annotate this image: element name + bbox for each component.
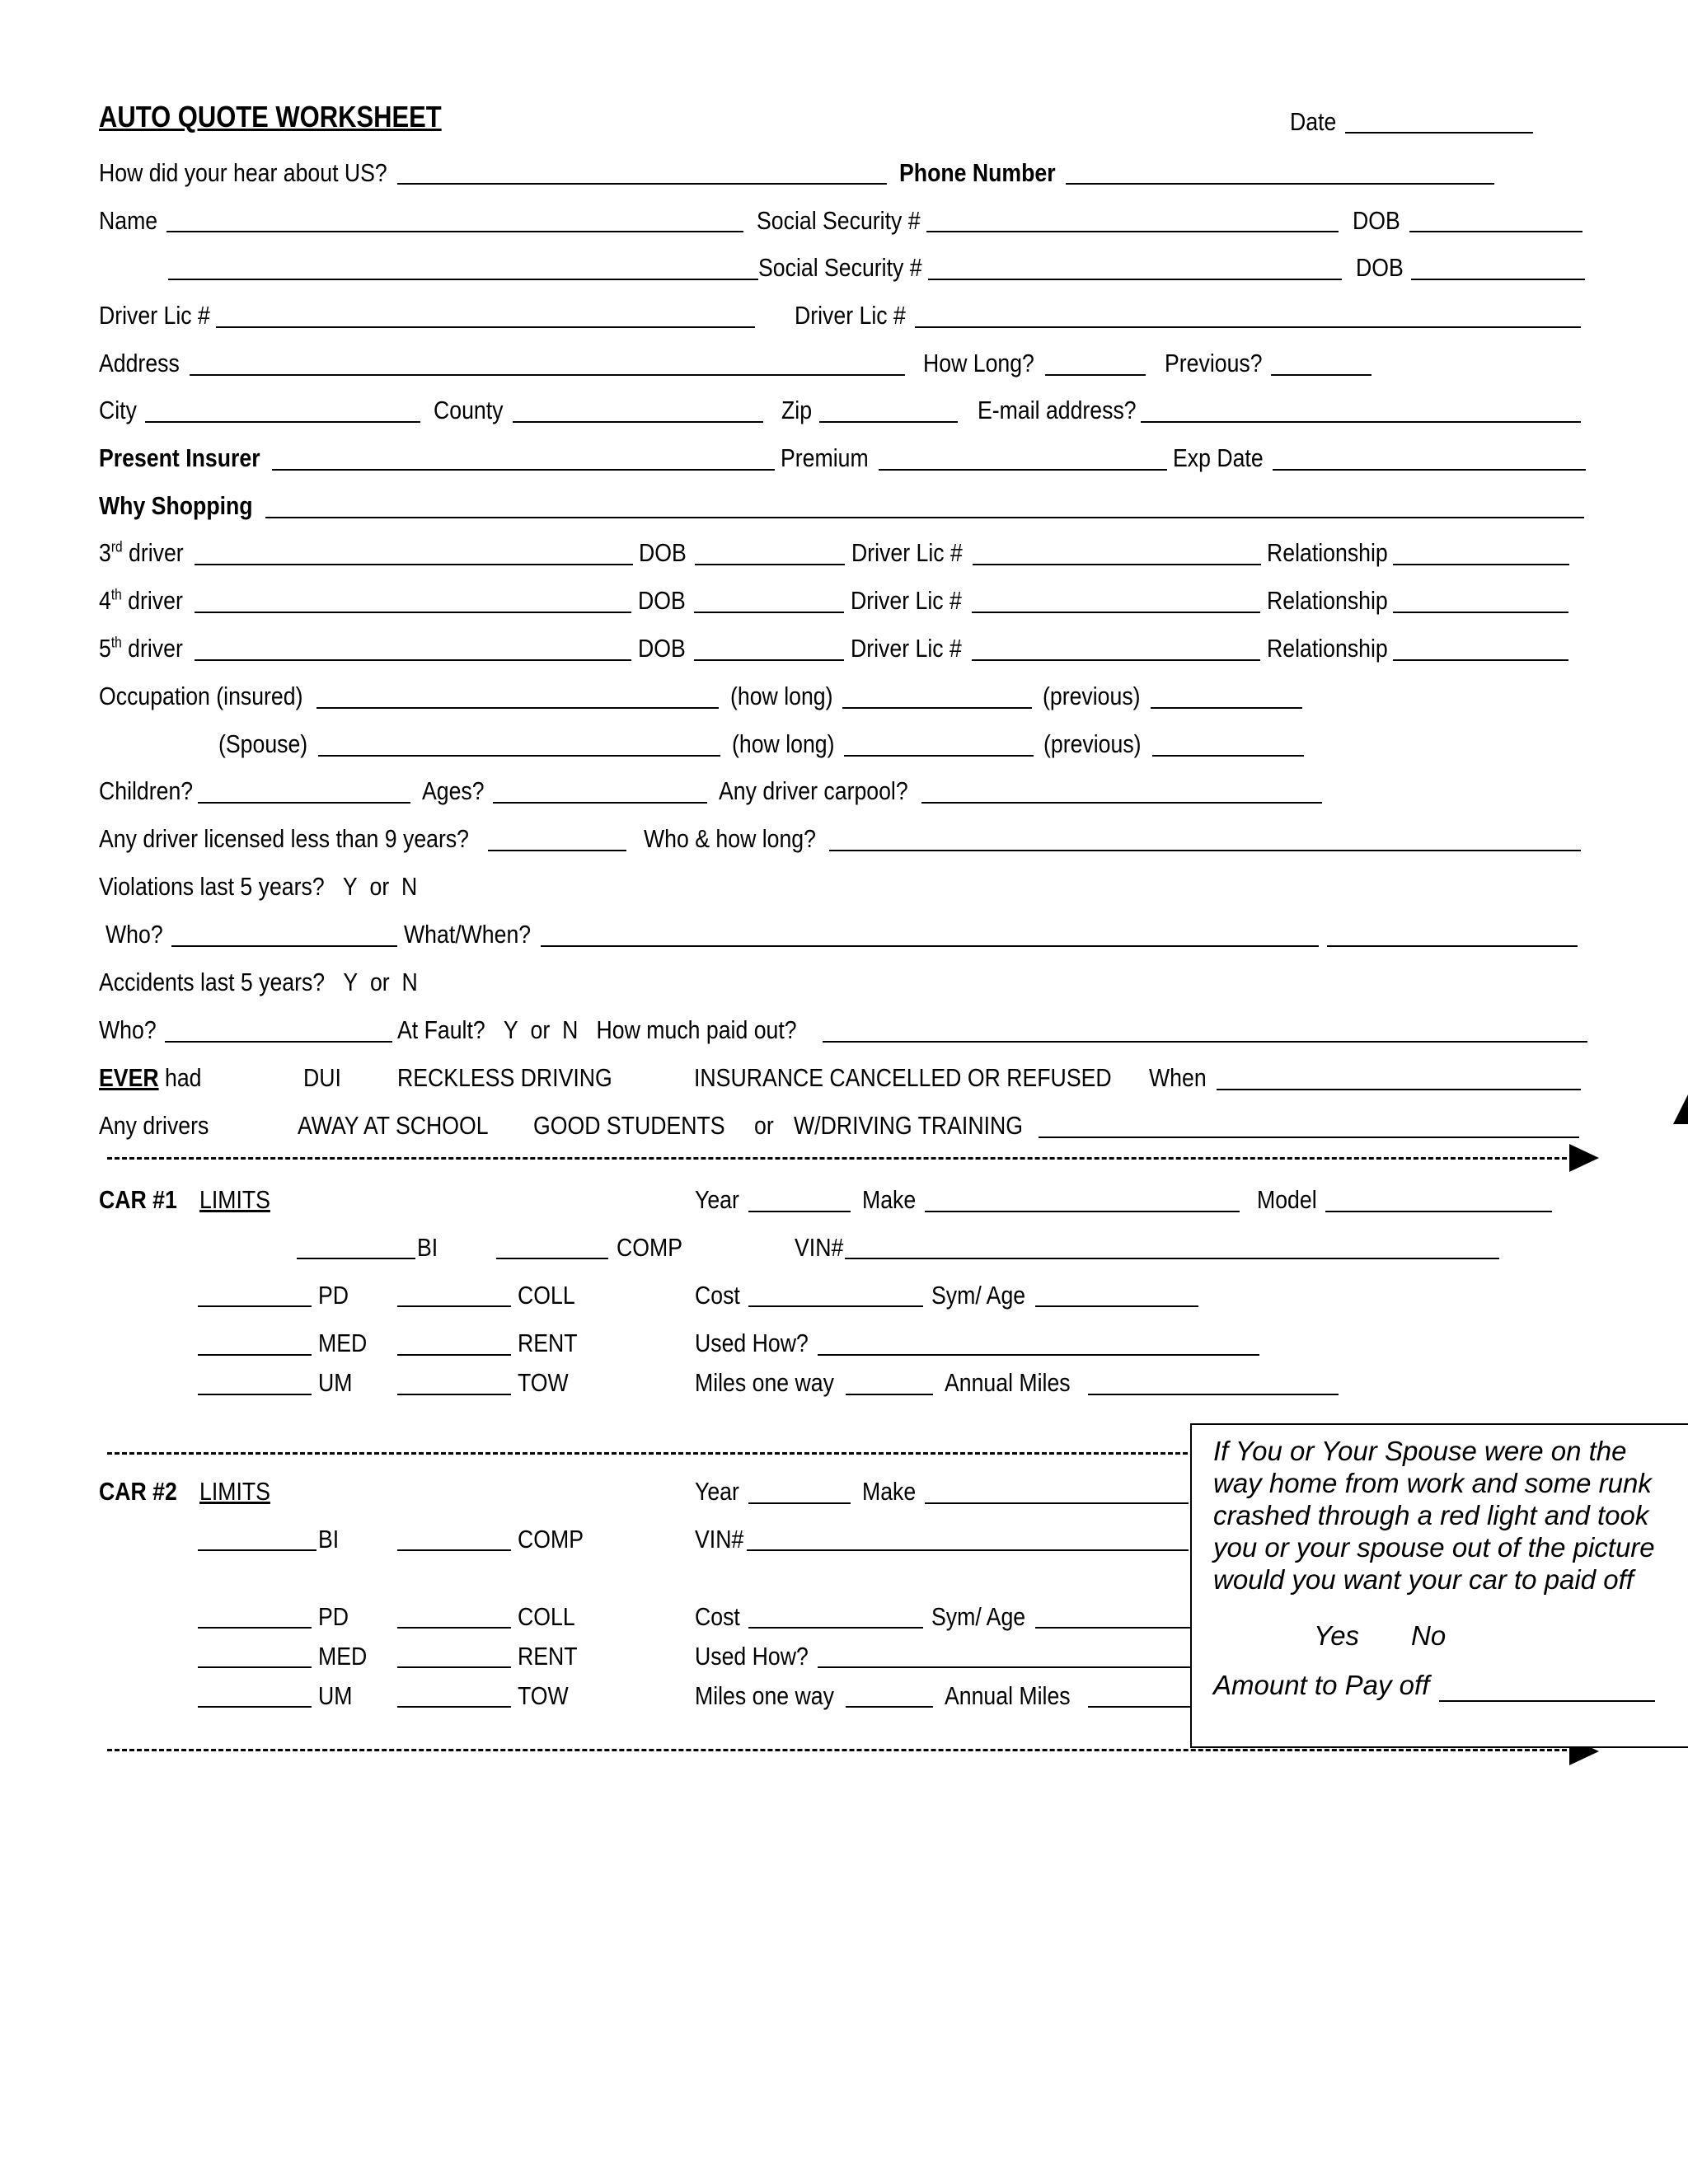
driver-lic-field[interactable] (972, 612, 1260, 613)
tow-field[interactable] (397, 1394, 511, 1395)
ssn-field[interactable] (926, 231, 1339, 232)
cut-line (107, 1749, 1574, 1751)
driver-lic-label: Driver Lic # (99, 301, 210, 330)
accidents-label: Accidents last 5 years? Y or N (99, 968, 418, 996)
model-field[interactable] (1325, 1211, 1552, 1212)
ever-had-label: EVER had (99, 1063, 202, 1092)
payoff-no-option[interactable]: No (1411, 1620, 1447, 1651)
limits-label: LIMITS (199, 1477, 270, 1506)
insured-how-long-field[interactable] (842, 707, 1032, 709)
med-field[interactable] (198, 1354, 312, 1356)
driving-training-option[interactable]: W/DRIVING TRAINING (794, 1111, 1023, 1140)
bi-field[interactable] (198, 1549, 316, 1551)
ssn2-label: Social Security # (758, 253, 922, 282)
phone-field[interactable] (1066, 183, 1494, 185)
city-label: City (99, 396, 137, 424)
cost-field[interactable] (748, 1305, 923, 1307)
occupation-insured-field[interactable] (316, 707, 719, 709)
page-title: AUTO QUOTE WORKSHEET (99, 100, 442, 134)
arrow-right-icon (1569, 1144, 1599, 1172)
driver-relationship-field[interactable] (1393, 564, 1569, 565)
driver-relationship-label: Relationship (1267, 538, 1388, 567)
car-title: CAR #2 (99, 1477, 177, 1506)
occupation-spouse-label: (Spouse) (218, 729, 308, 758)
dob-label: DOB (1353, 206, 1400, 235)
premium-label: Premium (781, 443, 869, 472)
zip-field[interactable] (819, 421, 958, 423)
driver-name-field[interactable] (195, 564, 633, 565)
annual-miles-label: Annual Miles (945, 1681, 1071, 1710)
driver-lic-field[interactable] (216, 326, 755, 328)
spouse-how-long-label: (how long) (732, 729, 835, 758)
callout-line: If You or Your Spouse were on the (1213, 1436, 1627, 1466)
how-long-label: How Long? (923, 349, 1034, 377)
callout-line: would you want your car to paid off (1213, 1564, 1634, 1595)
miles-one-way-label: Miles one way (695, 1681, 834, 1710)
dob2-field[interactable] (1411, 279, 1585, 280)
rent-label: RENT (518, 1329, 578, 1357)
at-fault-label: At Fault? Y or N How much paid out? (397, 1015, 797, 1044)
miles-one-way-field[interactable] (846, 1706, 933, 1708)
driver-lic-label: Driver Lic # (851, 634, 962, 663)
driver-name-field[interactable] (195, 612, 631, 613)
date-field[interactable] (1345, 132, 1533, 134)
annual-miles-label: Annual Miles (945, 1368, 1071, 1397)
miles-one-way-field[interactable] (846, 1394, 933, 1395)
occupation-spouse-field[interactable] (318, 755, 720, 757)
spouse-name-field[interactable] (168, 279, 758, 280)
driver-relationship-label: Relationship (1267, 634, 1388, 663)
accidents-yes-option[interactable]: Y (343, 968, 359, 996)
name-field[interactable] (166, 231, 743, 232)
driver-name-field[interactable] (195, 659, 631, 661)
driver-label: 4th driver (99, 586, 183, 615)
when-label: When (1149, 1063, 1207, 1092)
insured-how-long-label: (how long) (730, 682, 833, 710)
tow-label: TOW (518, 1368, 569, 1397)
coll-field[interactable] (397, 1627, 511, 1629)
licensed-less-label: Any driver licensed less than 9 years? (99, 824, 470, 853)
accidents-no-option[interactable]: N (401, 968, 418, 996)
what-when-field[interactable] (541, 945, 1319, 947)
make-field[interactable] (925, 1211, 1240, 1212)
vin-field[interactable] (845, 1258, 1499, 1259)
bi-label: BI (318, 1525, 340, 1554)
driver-lic-field[interactable] (972, 659, 1260, 661)
um-field[interactable] (198, 1706, 312, 1708)
limits-label: LIMITS (199, 1185, 270, 1214)
driver-label: 5th driver (99, 634, 183, 663)
pd-label: PD (318, 1281, 349, 1310)
vin-label: VIN# (795, 1233, 844, 1262)
spouse-how-long-field[interactable] (844, 755, 1034, 757)
sym-age-label: Sym/ Age (931, 1281, 1026, 1310)
dob-field[interactable] (1409, 231, 1582, 232)
insurance-cancelled-option[interactable]: INSURANCE CANCELLED OR REFUSED (694, 1063, 1112, 1092)
amount-pay-off-label: Amount to Pay off (1213, 1670, 1430, 1700)
miles-one-way-label: Miles one way (695, 1368, 834, 1397)
make-field[interactable] (925, 1502, 1189, 1504)
um-label: UM (318, 1368, 353, 1397)
cut-line (107, 1157, 1574, 1160)
sym-age-field[interactable] (1035, 1305, 1198, 1307)
previous-field[interactable] (1271, 374, 1372, 376)
driver-lic2-field[interactable] (915, 326, 1581, 328)
or-label: or (754, 1111, 774, 1140)
used-how-label: Used How? (695, 1329, 809, 1357)
violations-who-label: Who? (106, 920, 163, 949)
rent-field[interactable] (397, 1666, 511, 1668)
tow-field[interactable] (397, 1706, 511, 1708)
comp-field[interactable] (397, 1549, 511, 1551)
make-label: Make (862, 1185, 917, 1214)
spouse-previous-field[interactable] (1152, 755, 1304, 757)
payoff-yes-option[interactable]: Yes (1314, 1620, 1360, 1651)
bi-field[interactable] (297, 1258, 415, 1259)
email-label: E-mail address? (978, 396, 1137, 424)
rent-label: RENT (518, 1642, 578, 1671)
used-how-field[interactable] (818, 1354, 1259, 1356)
make-label: Make (862, 1477, 917, 1506)
um-label: UM (318, 1681, 353, 1710)
driver-relationship-label: Relationship (1267, 586, 1388, 615)
annual-miles-field[interactable] (1088, 1706, 1190, 1708)
children-field[interactable] (198, 802, 410, 804)
used-how-field[interactable] (818, 1666, 1190, 1668)
insured-previous-field[interactable] (1151, 707, 1302, 709)
bi-label: BI (417, 1233, 438, 1262)
used-how-label: Used How? (695, 1642, 809, 1671)
rent-field[interactable] (397, 1354, 511, 1356)
ssn-label: Social Security # (757, 206, 921, 235)
driver-dob-field[interactable] (695, 564, 845, 565)
ssn2-field[interactable] (928, 279, 1342, 280)
exp-date-field[interactable] (1273, 469, 1586, 471)
present-insurer-label: Present Insurer (99, 443, 260, 472)
address-label: Address (99, 349, 180, 377)
insured-previous-label: (previous) (1043, 682, 1141, 710)
name-label: Name (99, 206, 158, 235)
driver-lic-field[interactable] (973, 564, 1261, 565)
ages-label: Ages? (422, 776, 485, 805)
driver-relationship-field[interactable] (1393, 659, 1568, 661)
driver-dob-field[interactable] (694, 659, 844, 661)
year-field[interactable] (748, 1502, 851, 1504)
pd-label: PD (318, 1602, 349, 1631)
driver-dob-label: DOB (638, 634, 686, 663)
sym-age-field[interactable] (1035, 1627, 1190, 1629)
good-students-option[interactable]: GOOD STUDENTS (533, 1111, 725, 1140)
what-when-label: What/When? (404, 920, 532, 949)
driver-lic-label: Driver Lic # (851, 538, 963, 567)
um-field[interactable] (198, 1394, 312, 1395)
away-at-school-option[interactable]: AWAY AT SCHOOL (298, 1111, 489, 1140)
tow-label: TOW (518, 1681, 569, 1710)
model-label: Model (1257, 1185, 1317, 1214)
premium-field[interactable] (879, 469, 1167, 471)
phone-label: Phone Number (899, 158, 1056, 187)
violations-label: Violations last 5 years? Y or N (99, 872, 418, 901)
cost-field[interactable] (748, 1627, 923, 1629)
comp-field[interactable] (496, 1258, 608, 1259)
dob2-label: DOB (1356, 253, 1404, 282)
county-field[interactable] (513, 421, 763, 423)
licensed-less-field[interactable] (488, 850, 626, 851)
hear-about-label: How did your hear about US? (99, 158, 387, 187)
zip-label: Zip (781, 396, 813, 424)
what-when-field-2[interactable] (1327, 945, 1578, 947)
payoff-callout-box (1190, 1423, 1688, 1748)
coll-label: COLL (518, 1602, 575, 1631)
med-field[interactable] (198, 1666, 312, 1668)
dui-option[interactable]: DUI (303, 1063, 341, 1092)
present-insurer-field[interactable] (272, 469, 775, 471)
sym-age-label: Sym/ Age (931, 1602, 1026, 1631)
who-how-long-label: Who & how long? (644, 824, 816, 853)
when-field[interactable] (1217, 1089, 1581, 1090)
car-title: CAR #1 (99, 1185, 177, 1214)
comp-label: COMP (518, 1525, 584, 1554)
spouse-previous-label: (previous) (1043, 729, 1142, 758)
previous-label: Previous? (1165, 349, 1263, 377)
accidents-who-label: Who? (99, 1015, 157, 1044)
carpool-field[interactable] (921, 802, 1322, 804)
driver-dob-label: DOB (639, 538, 687, 567)
accidents-who-field[interactable] (165, 1041, 392, 1043)
any-drivers-field[interactable] (1039, 1137, 1579, 1138)
med-label: MED (318, 1642, 368, 1671)
driver-dob-field[interactable] (694, 612, 844, 613)
address-field[interactable] (190, 374, 905, 376)
why-shopping-label: Why Shopping (99, 491, 253, 520)
exp-date-label: Exp Date (1173, 443, 1264, 472)
children-label: Children? (99, 776, 194, 805)
cost-label: Cost (695, 1281, 740, 1310)
email-field[interactable] (1141, 421, 1581, 423)
year-field[interactable] (748, 1211, 851, 1212)
occupation-insured-label: Occupation (insured) (99, 682, 303, 710)
city-field[interactable] (145, 421, 420, 423)
pd-field[interactable] (198, 1627, 312, 1629)
year-label: Year (695, 1477, 739, 1506)
how-long-field[interactable] (1045, 374, 1146, 376)
med-label: MED (318, 1329, 368, 1357)
reckless-driving-option[interactable]: RECKLESS DRIVING (397, 1063, 612, 1092)
comp-label: COMP (617, 1233, 682, 1262)
violations-who-field[interactable] (171, 945, 397, 947)
amount-pay-off-field[interactable] (1439, 1700, 1655, 1702)
date-label: Date (1290, 107, 1337, 136)
arrow-icon (1673, 1094, 1688, 1124)
violations-yes-option[interactable]: Y (342, 872, 358, 901)
cost-label: Cost (695, 1602, 740, 1631)
pd-field[interactable] (198, 1305, 312, 1307)
callout-line: crashed through a red light and took (1213, 1500, 1649, 1530)
hear-about-field[interactable] (397, 183, 887, 185)
at-fault-no-option[interactable]: N (562, 1015, 579, 1044)
vin-label: VIN# (695, 1525, 744, 1554)
carpool-label: Any driver carpool? (719, 776, 908, 805)
cut-line (107, 1452, 1195, 1455)
coll-field[interactable] (397, 1305, 511, 1307)
callout-line: you or your spouse out of the picture (1213, 1532, 1655, 1563)
vin-field[interactable] (747, 1549, 1189, 1551)
driver-relationship-field[interactable] (1393, 612, 1568, 613)
driver-dob-label: DOB (638, 586, 686, 615)
at-fault-yes-option[interactable]: Y (503, 1015, 518, 1044)
county-label: County (434, 396, 504, 424)
callout-line: way home from work and some runk (1213, 1468, 1652, 1498)
driver-lic-label: Driver Lic # (851, 586, 962, 615)
any-drivers-label: Any drivers (99, 1111, 209, 1140)
coll-label: COLL (518, 1281, 575, 1310)
why-shopping-field[interactable] (265, 517, 1584, 518)
paid-out-field[interactable] (823, 1041, 1587, 1043)
ages-field[interactable] (493, 802, 707, 804)
driver-lic2-label: Driver Lic # (795, 301, 906, 330)
year-label: Year (695, 1185, 739, 1214)
violations-no-option[interactable]: N (401, 872, 418, 901)
driver-label: 3rd driver (99, 538, 184, 567)
who-how-long-field[interactable] (829, 850, 1581, 851)
annual-miles-field[interactable] (1088, 1394, 1339, 1395)
